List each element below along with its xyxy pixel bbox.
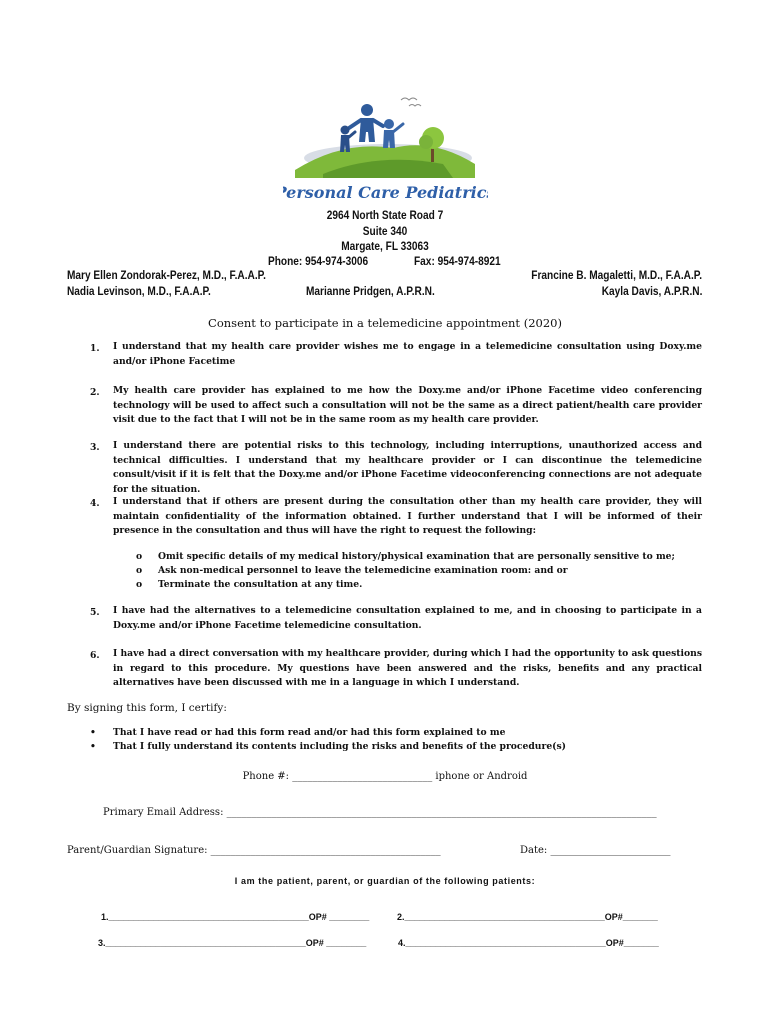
- sub-item-marker: o: [136, 565, 143, 576]
- date-field[interactable]: Date: ________________________: [520, 845, 671, 856]
- provider-left-1: Mary Ellen Zondorak-Perez, M.D., F.A.A.P.: [67, 270, 266, 282]
- fax-number: Fax: 954-974-8921: [414, 256, 501, 268]
- phone-field[interactable]: Phone #: ____________________________ iphone or Android: [242, 771, 528, 782]
- provider-right-2: Kayla Davis, A.P.R.N.: [601, 286, 702, 298]
- practice-logo: [283, 92, 488, 204]
- item-number: 3.: [90, 442, 100, 453]
- item-number: 4.: [90, 498, 100, 509]
- patient-row-1-left[interactable]: 1.________________________________________OP# ________: [101, 912, 370, 922]
- consent-item-1: I understand that my health care provider wishes me to engage in a telemedicine consultation using Doxy.me and/or iPhone Facetime: [113, 341, 702, 367]
- certify-item-2: That I fully understand its contents including the risks and benefits of the procedure(s): [113, 741, 567, 752]
- sub-item-marker: o: [136, 579, 143, 590]
- address-line-2: Suite 340: [362, 226, 408, 238]
- email-field[interactable]: Primary Email Address: ______________________________________________________________________________________: [103, 807, 657, 818]
- provider-left-2: Nadia Levinson, M.D., F.A.A.P.: [67, 286, 211, 298]
- address-line-3: Margate, FL 33063: [341, 241, 429, 253]
- consent-item-4: I understand that if others are present during the consultation other than my health care provider, they will maintain confidentiality of the information obtained. I further understand that I will be informed of their presence in the consultation and thus will have the right to request the following:: [113, 496, 702, 536]
- item-number: 5.: [90, 607, 100, 618]
- phone-number: Phone: 954-974-3006: [268, 256, 369, 268]
- consent-item-5: I have had the alternatives to a telemedicine consultation explained to me, and in choosing to participate in a Doxy.me and/or iPhone Facetime telemedicine consultation.: [113, 605, 702, 631]
- bullet-icon: •: [90, 727, 96, 738]
- consent-item-3: I understand there are potential risks to this technology, including interruptions, unauthorized access and technical difficulties. I understand that my healthcare provider or I can discontinue the telemedicine consult/visit if it is felt that the Doxy.me and/or iPhone Facetime videoconferencing connections are not adequate for the situation.: [113, 440, 702, 495]
- provider-right-1: Francine B. Magaletti, M.D., F.A.A.P.: [531, 270, 702, 282]
- certify-item-1: That I have read or had this form read and/or had this form explained to me: [113, 727, 506, 738]
- patient-row-2-right[interactable]: 4.________________________________________OP#_______: [398, 938, 659, 948]
- item-number: 6.: [90, 650, 100, 661]
- sub-item-marker: o: [136, 551, 143, 562]
- patients-heading: I am the patient, parent, or guardian of the following patients:: [234, 876, 536, 886]
- item-number: 1.: [90, 343, 100, 354]
- sub-item-1: Omit specific details of my medical history/physical examination that are personally sensitive to me;: [158, 551, 675, 562]
- signature-field[interactable]: Parent/Guardian Signature: ______________________________________________: [67, 845, 441, 856]
- logo-wordmark: Personal Care Pediatrics: [283, 183, 488, 202]
- certify-intro: By signing this form, I certify:: [67, 702, 227, 714]
- consent-item-2: My health care provider has explained to me how the Doxy.me and/or iPhone Facetime video conferencing technology will be used to affect such a consultation will not be the same as a direct patient/health care provider visit due to the fact that I will not be in the same room as my health care provider.: [113, 385, 702, 425]
- patient-row-1-right[interactable]: 2.________________________________________OP#_______: [397, 912, 658, 922]
- consent-title: Consent to participate in a telemedicine appointment (2020): [208, 316, 562, 330]
- sub-item-2: Ask non-medical personnel to leave the telemedicine examination room: and or: [158, 565, 568, 576]
- logo-graphic: [283, 92, 488, 204]
- address-line-1: 2964 North State Road 7: [326, 210, 444, 222]
- consent-item-6: I have had a direct conversation with my healthcare provider, during which I had the opportunity to ask questions in regard to this procedure. My questions have been answered and the risks, benefits and any practical alternatives have been discussed with me in a language in which I understand.: [113, 648, 702, 688]
- bullet-icon: •: [90, 741, 96, 752]
- item-number: 2.: [90, 387, 100, 398]
- sub-item-3: Terminate the consultation at any time.: [158, 579, 363, 590]
- provider-center: Marianne Pridgen, A.P.R.N.: [306, 286, 435, 298]
- patient-row-2-left[interactable]: 3.________________________________________OP# ________: [98, 938, 367, 948]
